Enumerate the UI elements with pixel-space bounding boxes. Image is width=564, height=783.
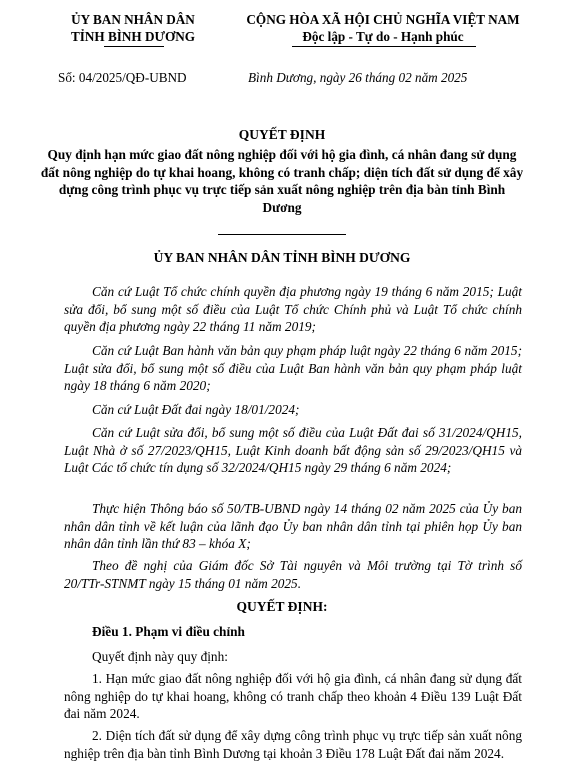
issuing-authority-line2: TỈNH BÌNH DƯƠNG bbox=[70, 29, 196, 44]
issuing-authority bbox=[38, 11, 228, 45]
national-motto-underline bbox=[292, 46, 476, 47]
title-separator bbox=[218, 234, 346, 235]
preamble-paragraph: Căn cứ Luật Đất đai ngày 18/01/2024; bbox=[92, 402, 300, 417]
preamble-paragraph: Căn cứ Luật Tổ chức chính quyền địa phương ngày 19 tháng 6 năm 2015; Luật sửa đổi, bổ sung một số điều của Luật Tổ chức Chính phủ và Luật Tổ chức chính quyền địa phương ngày 22 tháng 11 năm 2019; bbox=[64, 284, 522, 334]
article-heading: Điều 1. Phạm vi điều chỉnh bbox=[92, 624, 245, 639]
document-number: Số: 04/2025/QĐ-UBND bbox=[58, 70, 187, 85]
issuing-authority-underline bbox=[104, 46, 164, 47]
document-title: QUYẾT ĐỊNH bbox=[238, 127, 326, 142]
preamble-paragraph: Căn cứ Luật sửa đổi, bổ sung một số điều của Luật Đất đai số 31/2024/QH15, Luật Nhà ở số 27/2023/QH15, Luật Kinh doanh bất động sản số 29/2023/QH15 và Luật Các tổ chức tín dụng số 32/2024/QH15 ngày 29 tháng 6 năm 2024; bbox=[64, 425, 522, 475]
preamble-paragraph: Theo đề nghị của Giám đốc Sở Tài nguyên và Môi trường tại Tờ trình số 20/TTr-STNMT ngày 15 tháng 01 năm 2025. bbox=[64, 558, 522, 591]
national-title: CỘNG HÒA XÃ HỘI CHỦ NGHĨA VIỆT NAM bbox=[246, 12, 520, 27]
document-subtitle: Quy định hạn mức giao đất nông nghiệp đối với hộ gia đình, cá nhân đang sử dụng đất nông nghiệp do tự khai hoang, không có tranh chấp; diện tích đất sử dụng để xây dựng công trình phục vụ trực tiếp sản xuất nông nghiệp trên địa bàn tỉnh Bình Dương bbox=[40, 147, 524, 215]
article-intro: Quyết định này quy định: bbox=[92, 649, 228, 664]
document-date: Bình Dương, ngày 26 tháng 02 năm 2025 bbox=[248, 70, 468, 85]
article-item: 1. Hạn mức giao đất nông nghiệp đối với hộ gia đình, cá nhân đang sử dụng đất nông nghiệp do tự khai hoang, không có tranh chấp theo khoản 4 Điều 139 Luật Đất đai năm 2024. bbox=[64, 671, 522, 721]
national-motto-line: Độc lập - Tự do - Hạnh phúc bbox=[302, 29, 464, 44]
national-motto bbox=[218, 11, 548, 45]
preamble-paragraph: Thực hiện Thông báo số 50/TB-UBND ngày 14 tháng 02 năm 2025 của Ủy ban nhân dân tỉnh về kết luận của lãnh đạo Ủy ban nhân dân tỉnh tại phiên họp Ủy ban nhân dân tỉnh lần thứ 83 – khóa X; bbox=[64, 501, 522, 551]
article-item: 2. Diện tích đất sử dụng để xây dựng công trình phục vụ trực tiếp sản xuất nông nghiệp trên địa bàn tỉnh Bình Dương tại khoản 3 Điều 178 Luật Đất đai năm 2024. bbox=[64, 728, 522, 761]
preamble-paragraph: Căn cứ Luật Ban hành văn bản quy phạm pháp luật ngày 22 tháng 6 năm 2015; Luật sửa đổi, bổ sung một số điều của Luật Ban hành văn bản quy phạm pháp luật ngày 18 tháng 6 năm 2020; bbox=[64, 343, 522, 393]
authority-heading: ỦY BAN NHÂN DÂN TỈNH BÌNH DƯƠNG bbox=[153, 250, 411, 265]
decision-heading: QUYẾT ĐỊNH: bbox=[236, 599, 328, 614]
issuing-authority-line1: ỦY BAN NHÂN DÂN bbox=[71, 12, 195, 27]
